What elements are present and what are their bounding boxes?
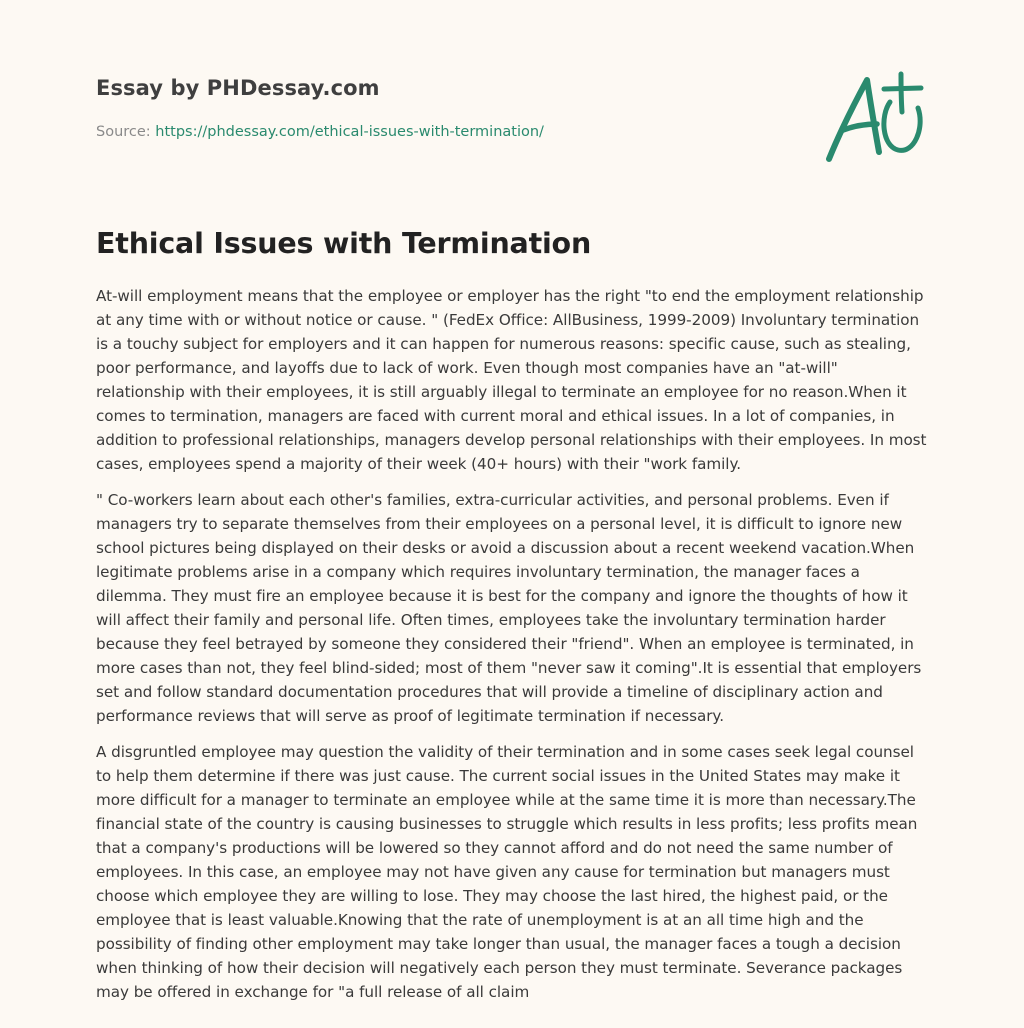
essay-paragraph-2: " Co-workers learn about each other's families, extra-curricular activities, and personal problems. Even if managers try to separate themselves from their employees on a personal level, it is difficult to ignore new school pictures being displayed on their desks or avoid a discussion about a recent weekend vacation.When legitimate problems arise in a company which requires involuntary termination, the manager faces a dilemma. They must fire an employee because it is best for the company and ignore the thoughts of how it will affect their family and personal life. Often times, employees take the involuntary termination harder because they feel betrayed by someone they considered their "friend". When an employee is terminated, in more cases than not, they feel blind-sided; most of them "never saw it coming".It is essential that employers set and follow standard documentation procedures that will provide a timeline of disciplinary action and performance reviews that will serve as proof of legitimate termination if necessary. <box>96 491 922 725</box>
a-plus-grade-icon <box>824 66 928 164</box>
site-title: Essay by PHDessay.com <box>96 76 380 100</box>
letter-a-stroke <box>829 80 879 159</box>
source-line <box>96 124 544 140</box>
source-label: Source: <box>96 124 156 140</box>
essay-body <box>96 284 929 1016</box>
essay-paragraph-1: At-will employment means that the employee or employer has the right "to end the employment relationship at any time with or without notice or cause. " (FedEx Office: AllBusiness, 1999-2009) Involuntary termination is a touchy subject for employers and it can happen for numerous reasons: specific cause, such as stealing, poor performance, and layoffs due to lack of work. Even though most companies have an "at-will" relationship with their employees, it is still arguably illegal to terminate an employee for no reason.When it comes to termination, managers are faced with current moral and ethical issues. In a lot of companies, in addition to professional relationships, managers develop personal relationships with their employees. In most cases, employees spend a majority of their week (40+ hours) with their "work family. <box>96 287 927 473</box>
source-link[interactable]: https://phdessay.com/ethical-issues-with-termination/ <box>155 124 544 140</box>
essay-paragraph-3: A disgruntled employee may question the validity of their termination and in some cases seek legal counsel to help them determine if there was just cause. The current social issues in the United States may make it more difficult for a manager to terminate an employee while at the same time it is more than necessary.The financial state of the country is causing businesses to struggle which results in less profits; less profits mean that a company's productions will be lowered so they cannot afford and do not need the same number of employees. In this case, an employee may not have given any cause for termination but managers must choose which employee they are willing to lose. They may choose the last hired, the highest paid, or the employee that is least valuable.Knowing that the rate of unemployment is at an all time high and the possibility of finding other employment may take longer than usual, the manager faces a tough a decision when thinking of how their decision will negatively each person they must terminate. Severance packages may be offered in exchange for "a full release of all claim <box>96 743 918 1001</box>
plus-vertical <box>901 74 902 112</box>
plus-horizontal <box>884 88 921 89</box>
essay-title: Ethical Issues with Termination <box>96 227 592 260</box>
